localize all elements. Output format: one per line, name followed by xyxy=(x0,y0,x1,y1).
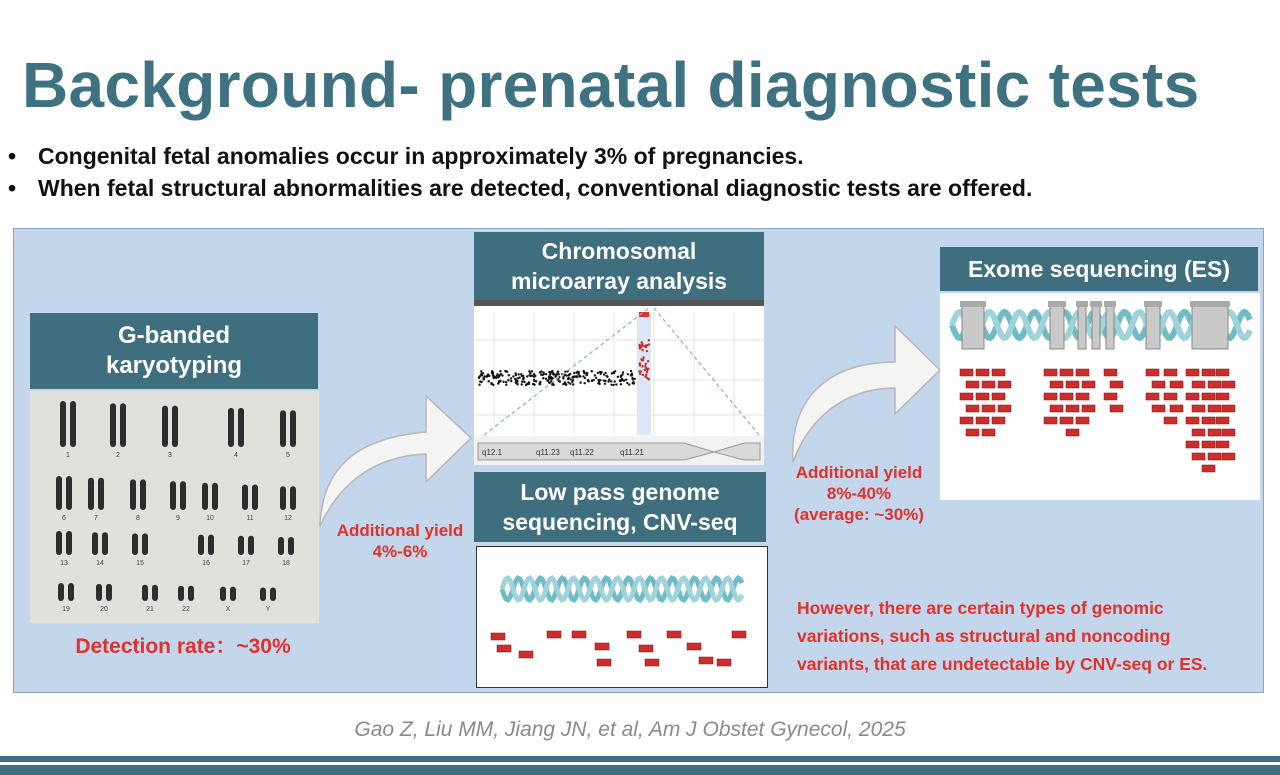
karyotyping-header xyxy=(30,313,318,389)
karyotyping-title: G-banded karyotyping xyxy=(105,322,243,379)
chromosome-number: 15 xyxy=(136,560,144,567)
es-exome-figure xyxy=(940,293,1260,500)
chromosome-number: X xyxy=(225,606,231,613)
es-title: Exome sequencing (ES) xyxy=(967,256,1230,282)
chromosome-number: 7 xyxy=(94,515,98,522)
bullet-marker: • xyxy=(8,175,17,201)
chromosome-pair xyxy=(56,476,72,522)
chromosome-number: 9 xyxy=(176,515,180,522)
cma-scatter-plot xyxy=(474,300,764,465)
cma-band-1: q12.1 xyxy=(482,448,503,457)
chromosome-number: 21 xyxy=(146,606,154,613)
chromosome-number: Y xyxy=(265,606,271,613)
es-image xyxy=(940,293,1260,500)
arrow-to-cma-icon xyxy=(316,390,476,530)
detection-rate: Detection rate：~30% xyxy=(75,635,291,658)
chromosome-number: 13 xyxy=(60,560,68,567)
karyotype-image xyxy=(30,391,319,623)
chromosome-number: 6 xyxy=(62,515,66,522)
chromosome-pair xyxy=(132,533,148,567)
chromosome-number: 14 xyxy=(96,560,104,567)
arrow-to-es-icon xyxy=(785,322,945,467)
chromosome-number: 19 xyxy=(62,606,70,613)
chromosome-pair xyxy=(130,479,146,522)
chromosome-number: 16 xyxy=(202,560,210,567)
yield-es xyxy=(778,462,940,525)
chromosome-pair xyxy=(280,410,296,459)
note-line-3: variants, that are undetectable by CNV-seq or ES. xyxy=(797,654,1208,674)
chromosome-number: 2 xyxy=(116,452,120,459)
cma-band-3: q11.22 xyxy=(570,448,594,457)
chromosome-number: 11 xyxy=(246,515,254,522)
citation: Gao Z, Liu MM, Jiang JN, et al, Am J Obstet Gynecol, 2025 xyxy=(354,718,906,741)
chromosome-pair xyxy=(110,403,126,459)
chromosome-pair xyxy=(60,401,76,459)
limitation-note xyxy=(797,594,1267,678)
chromosome-pair xyxy=(220,587,236,613)
chromosome-number: 4 xyxy=(234,452,238,459)
bullet-text: When fetal structural abnormalities are detected, conventional diagnostic tests are offered. xyxy=(38,175,1033,201)
cma-plot xyxy=(474,300,764,465)
footer-bar xyxy=(0,756,1280,762)
bullet-item xyxy=(8,172,1273,204)
cnvseq-title: Low pass genome sequencing, CNV-seq xyxy=(502,479,738,535)
footer-bar-bottom xyxy=(0,765,1280,775)
cma-header xyxy=(474,232,764,300)
yield-cma-value: 4%-6% xyxy=(372,542,428,561)
bullet-text: Congenital fetal anomalies occur in approximately 3% of pregnancies. xyxy=(38,143,804,169)
chromosome-pair xyxy=(96,584,112,613)
chromosome-number: 5 xyxy=(286,452,290,459)
yield-es-label: Additional yield xyxy=(795,463,923,482)
chromosome-pair xyxy=(162,406,178,459)
yield-cma xyxy=(322,520,478,562)
cnvseq-header xyxy=(474,472,766,542)
chromosome-pair xyxy=(92,532,108,567)
bullet-marker: • xyxy=(8,143,17,169)
bullet-item xyxy=(8,140,1273,172)
yield-es-value: 8%-40% xyxy=(826,484,892,503)
chromosome-pair xyxy=(280,486,296,522)
chromosome-pair xyxy=(260,588,276,614)
chromosome-number: 22 xyxy=(182,606,190,613)
chromosome-number: 12 xyxy=(284,515,292,522)
chromosome-number: 1 xyxy=(66,452,70,459)
slide-title: Background- prenatal diagnostic tests xyxy=(22,49,1200,121)
yield-cma-label: Additional yield xyxy=(336,521,464,540)
chromosome-pair xyxy=(242,485,258,523)
note-line-2: variations, such as structural and noncoding xyxy=(797,626,1171,646)
chromosome-pair xyxy=(238,536,254,567)
chromosome-pair xyxy=(142,585,158,613)
chromosome-number: 18 xyxy=(282,560,290,567)
chromosome-pair xyxy=(170,481,186,522)
chromosome-number: 17 xyxy=(242,560,250,567)
es-header xyxy=(940,247,1258,291)
bullet-list xyxy=(8,140,1273,204)
chromosome-pair xyxy=(228,408,244,459)
chromosome-pair xyxy=(278,537,294,567)
yield-es-average: (average: ~30%) xyxy=(794,505,924,524)
chromosome-number: 8 xyxy=(136,515,140,522)
chromosome-pair xyxy=(58,583,74,613)
cnvseq-dna-figure xyxy=(477,547,767,687)
karyotype-chromosomes xyxy=(30,391,319,623)
cma-band-2: q11.23 xyxy=(536,448,560,457)
chromosome-pair xyxy=(88,478,104,522)
chromosome-pair xyxy=(202,483,218,522)
chromosome-number: 20 xyxy=(100,606,108,613)
chromosome-pair xyxy=(198,535,214,567)
note-line-1: However, there are certain types of genomic xyxy=(797,598,1164,618)
chromosome-number: 10 xyxy=(206,515,214,522)
cma-band-4: q11.21 xyxy=(620,448,644,457)
cma-title: Chromosomal microarray analysis xyxy=(510,238,728,294)
chromosome-number: 3 xyxy=(168,452,172,459)
cnvseq-image xyxy=(476,546,768,688)
chromosome-pair xyxy=(56,531,72,567)
chromosome-pair xyxy=(178,586,194,613)
